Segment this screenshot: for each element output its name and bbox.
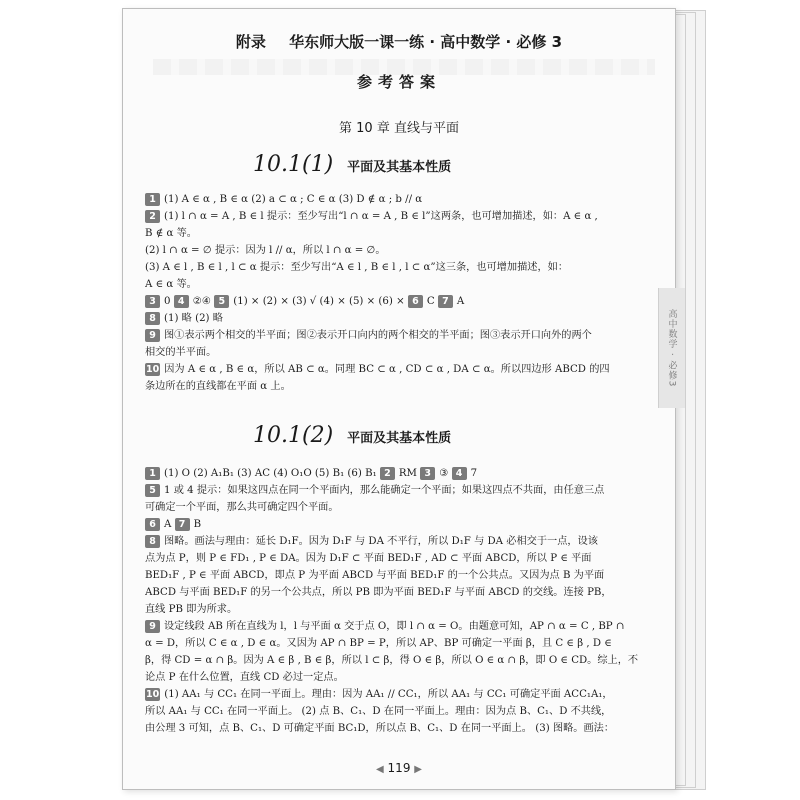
question-number-badge: 7 bbox=[438, 295, 453, 308]
question-number-badge: 8 bbox=[145, 535, 160, 548]
left-arrow-icon: ◀ bbox=[376, 764, 384, 775]
appendix-tag: 附录 bbox=[235, 33, 266, 51]
answer-text: 7 bbox=[470, 468, 478, 479]
answer-line bbox=[145, 550, 645, 567]
answer-text: (1) × (2) × (3) √ (4) × (5) × (6) × bbox=[233, 296, 408, 307]
section-number: 10.1(1) bbox=[253, 152, 334, 177]
question-number-badge: 6 bbox=[408, 295, 423, 308]
section-heading-1 bbox=[253, 152, 451, 177]
section-number: 10.1(2) bbox=[253, 423, 334, 448]
answer-text: C bbox=[426, 296, 438, 307]
question-number-badge: 9 bbox=[145, 329, 160, 342]
answer-text: ③ bbox=[439, 468, 452, 479]
answer-text: 设定线段 AB 所在直线为 l，l 与平面 α 交于点 O，即 l ∩ α = O。由题意可知，AP ∩ α = C , BP ∩ bbox=[164, 621, 625, 632]
answer-line bbox=[145, 482, 645, 499]
side-tab: 高中数学 · 必修3 bbox=[658, 288, 685, 408]
answer-line bbox=[145, 327, 645, 344]
question-number-badge: 7 bbox=[175, 518, 190, 531]
answer-text: 所以 AA₁ 与 CC₁ 在同一平面上。 (2) 点 B、C₁、D 在同一平面上。理由：因为点 B、C₁、D 不共线， bbox=[145, 706, 612, 717]
answer-line bbox=[145, 310, 645, 327]
answer-text: ABCD 与平面 BED₁F 的另一个公共点，所以 PB 即为平面 BED₁F 与平面 ABCD 的交线。连接 PB， bbox=[145, 587, 612, 598]
answer-line bbox=[145, 378, 645, 395]
answer-line bbox=[145, 601, 645, 618]
answer-text: (1) O (2) A₁B₁ (3) AC (4) O₁O (5) B₁ (6) B₁ bbox=[164, 468, 380, 479]
answer-line bbox=[145, 652, 645, 669]
answer-line bbox=[145, 686, 645, 703]
answer-text: (2) l ∩ α = ∅ 提示：因为 l // α，所以 l ∩ α = ∅。 bbox=[145, 245, 386, 256]
answer-line bbox=[145, 703, 645, 720]
answer-line bbox=[145, 242, 645, 259]
section-name: 平面及其基本性质 bbox=[347, 160, 452, 175]
answer-line bbox=[145, 618, 645, 635]
answer-line bbox=[145, 567, 645, 584]
answer-text: β，得 CD = α ∩ β。因为 A ∈ β , B ∈ β，所以 l ⊂ β，得 O ∈ β，所以 O ∈ α ∩ β，即 O ∈ CD。综上，不 bbox=[145, 655, 639, 666]
answer-line bbox=[145, 465, 645, 482]
section-2-answers bbox=[145, 465, 645, 737]
answer-text: 点为点 P，则 P ∈ FD₁ , P ∈ DA。因为 D₁F ⊂ 平面 BED₁F , AD ⊂ 平面 ABCD，所以 P ∈ 平面 bbox=[145, 553, 592, 564]
question-number-badge: 10 bbox=[146, 363, 160, 375]
page-number-text: 119 bbox=[387, 761, 411, 775]
answer-text: α = D，所以 C ∈ α , D ∈ α。又因为 AP ∩ BP = P，所以 AP、BP 可确定一平面 β，且 C ∈ β , D ∈ bbox=[145, 638, 612, 649]
answer-text: 论点 P 在什么位置，直线 CD 必过一定点。 bbox=[145, 672, 344, 683]
answer-text: (3) A ∈ l , B ∈ l , l ⊂ α 提示：至少写出“A ∈ l , B ∈ l , l ⊂ α”这三条，也可增加描述，如： bbox=[145, 262, 569, 273]
answer-line bbox=[145, 344, 645, 361]
answer-text: 1 或 4 提示：如果这四点在同一个平面内，那么能确定一个平面；如果这四点不共面，由任意三点 bbox=[164, 485, 605, 496]
answer-line bbox=[145, 361, 645, 378]
answer-text: A bbox=[456, 296, 465, 307]
answer-line bbox=[145, 635, 645, 652]
answer-line bbox=[145, 208, 645, 225]
answer-line bbox=[145, 516, 645, 533]
answer-line bbox=[145, 720, 645, 737]
answer-text: A ∈ α 等。 bbox=[145, 279, 197, 290]
answer-text: B ∉ α 等。 bbox=[145, 228, 197, 239]
section-1-answers bbox=[145, 191, 645, 395]
answer-text: 由公理 3 可知，点 B、C₁、D 可确定平面 BC₁D，所以点 B、C₁、D 在同一平面上。 (3) 图略。画法： bbox=[145, 723, 615, 734]
question-number-badge: 9 bbox=[145, 620, 160, 633]
question-number-badge: 2 bbox=[145, 210, 160, 223]
page-header bbox=[123, 31, 675, 52]
answer-line bbox=[145, 669, 645, 686]
answer-text: RM bbox=[398, 468, 421, 479]
answer-text: 图略。画法与理由：延长 D₁F。因为 D₁F 与 DA 不平行，所以 D₁F 与 DA 必相交于一点，设该 bbox=[164, 536, 598, 547]
answer-text: 因为 A ∈ α , B ∈ α，所以 AB ⊂ α。同理 BC ⊂ α , CD ⊂ α , DA ⊂ α。所以四边形 ABCD 的四 bbox=[164, 364, 610, 375]
answer-text: (1) A ∈ α , B ∈ α (2) a ⊂ α ; C ∈ α (3) D ∉ α ; b // α bbox=[164, 194, 423, 205]
question-number-badge: 10 bbox=[146, 688, 160, 700]
book-title: 华东师大版一课一练 · 高中数学 · 必修 3 bbox=[289, 33, 563, 51]
question-number-badge: 5 bbox=[214, 295, 229, 308]
answer-text: 相交的半平面。 bbox=[145, 347, 217, 358]
answer-line bbox=[145, 191, 645, 208]
answer-text: (1) l ∩ α = A , B ∈ l 提示：至少写出“l ∩ α = A , B ∈ l”这两条，也可增加描述，如：A ∈ α , bbox=[164, 211, 598, 222]
page-number bbox=[123, 761, 675, 775]
answer-text: A bbox=[164, 519, 175, 530]
answer-line bbox=[145, 225, 645, 242]
chapter-title: 第 10 章 直线与平面 bbox=[339, 121, 459, 136]
answer-line bbox=[145, 259, 645, 276]
answer-line bbox=[145, 584, 645, 601]
answer-text: (1) 略 (2) 略 bbox=[164, 313, 223, 324]
answer-line bbox=[145, 533, 645, 550]
answer-text: 条边所在的直线都在平面 α 上。 bbox=[145, 381, 291, 392]
answer-text: BED₁F , P ∈ 平面 ABCD，即点 P 为平面 ABCD 与平面 BED₁F 的一个公共点。又因为点 B 为平面 bbox=[145, 570, 605, 581]
question-number-badge: 3 bbox=[420, 467, 435, 480]
question-number-badge: 8 bbox=[145, 312, 160, 325]
answer-text: 直线 PB 即为所求。 bbox=[145, 604, 238, 615]
section-heading-2 bbox=[253, 423, 451, 448]
answer-text: ②④ bbox=[192, 296, 215, 307]
answer-text: 图①表示两个相交的半平面；图②表示开口向内的两个相交的半平面；图③表示开口向外的两个 bbox=[164, 330, 592, 341]
answer-line bbox=[145, 276, 645, 293]
question-number-badge: 4 bbox=[452, 467, 467, 480]
answer-title: 参考答案 bbox=[356, 73, 441, 91]
answer-text: (1) AA₁ 与 CC₁ 在同一平面上。理由：因为 AA₁ // CC₁，所以 AA₁ 与 CC₁ 可确定平面 ACC₁A₁， bbox=[164, 689, 613, 700]
question-number-badge: 2 bbox=[380, 467, 395, 480]
answer-text: 0 bbox=[164, 296, 174, 307]
question-number-badge: 1 bbox=[145, 193, 160, 206]
book-page bbox=[122, 8, 676, 790]
answer-text: 可确定一个平面，那么共可确定四个平面。 bbox=[145, 502, 339, 513]
question-number-badge: 3 bbox=[145, 295, 160, 308]
right-arrow-icon: ▶ bbox=[414, 764, 422, 775]
answer-text: B bbox=[193, 519, 202, 530]
section-name: 平面及其基本性质 bbox=[347, 431, 452, 446]
question-number-badge: 5 bbox=[145, 484, 160, 497]
question-number-badge: 4 bbox=[174, 295, 189, 308]
answer-line bbox=[145, 499, 645, 516]
question-number-badge: 6 bbox=[145, 518, 160, 531]
question-number-badge: 1 bbox=[145, 467, 160, 480]
answer-line bbox=[145, 293, 645, 310]
